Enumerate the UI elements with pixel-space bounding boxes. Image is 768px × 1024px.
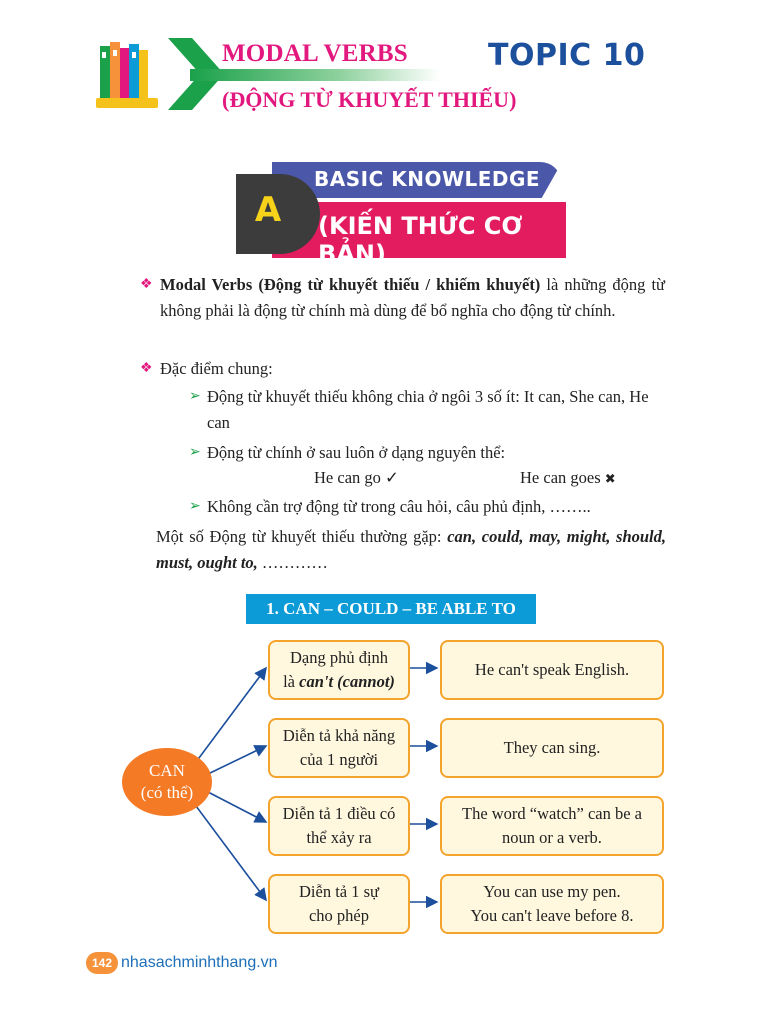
example-text-line1: They can sing. xyxy=(503,738,601,757)
branch-line-4 xyxy=(196,806,266,900)
features-heading xyxy=(140,356,665,382)
can-section-heading: 1. CAN – COULD – BE ABLE TO xyxy=(246,594,536,624)
can-meaning: (có thể) xyxy=(140,783,194,802)
usage-box-ability xyxy=(268,718,410,778)
check-icon: ✓ xyxy=(385,468,399,487)
title-english: MODAL VERBS xyxy=(222,40,408,67)
example-correct-text: He can go xyxy=(314,468,381,487)
usage-text-line2: là can't (cannot) xyxy=(283,672,395,691)
example-incorrect xyxy=(520,468,616,488)
common-modals-list: can, could, may, might, should, must, ought to, xyxy=(156,527,667,572)
cross-icon: ✖ xyxy=(604,471,616,486)
feature-3-text: Không cần trợ động từ trong câu hỏi, câu phủ định, …….. xyxy=(207,497,591,516)
definition-term: Modal Verbs (Động từ khuyết thiếu / khiếm khuyết) xyxy=(160,275,541,294)
topic-label: TOPIC 10 xyxy=(488,38,646,73)
example-incorrect-text: He can goes xyxy=(520,468,601,487)
definition-text: là những động từ không phải là động từ chính mà dùng để bổ nghĩa cho động từ chính. xyxy=(160,275,665,320)
usage-text-line2: của 1 người xyxy=(299,750,379,769)
arrow-bullet-icon: ➢ xyxy=(189,445,201,460)
usage-text-line2: cho phép xyxy=(308,906,370,925)
features-title: Đặc điểm chung: xyxy=(160,359,273,378)
feature-1-text: Động từ khuyết thiếu không chia ở ngôi 3 số ít: It can, She can, He can xyxy=(207,387,649,432)
can-center-node xyxy=(122,748,212,816)
feature-2-text: Động từ chính ở sau luôn ở dạng nguyên thể: xyxy=(207,443,506,462)
title-vietnamese: (ĐỘNG TỪ KHUYẾT THIẾU) xyxy=(222,87,517,112)
usage-text-line2: thể xảy ra xyxy=(306,828,372,847)
example-text-line2: noun or a verb. xyxy=(502,828,602,847)
diamond-bullet-icon: ❖ xyxy=(140,361,153,376)
usage-box-negative xyxy=(268,640,410,700)
usage-box-permission xyxy=(268,874,410,934)
common-modals-paragraph xyxy=(156,524,666,576)
section-letter: A xyxy=(254,190,282,230)
header-band xyxy=(190,69,440,81)
example-correct xyxy=(314,468,399,488)
usage-text-line1: Diễn tả 1 sự xyxy=(299,882,379,901)
example-box-ability xyxy=(440,718,664,778)
section-title-english: BASIC KNOWLEDGE xyxy=(314,167,541,191)
diamond-bullet-icon: ❖ xyxy=(140,277,153,292)
example-text-line2: You can't leave before 8. xyxy=(470,906,634,925)
usage-text-line1: Dạng phủ định xyxy=(289,648,389,667)
definition-paragraph xyxy=(140,272,665,324)
section-a-banner xyxy=(236,162,566,268)
feature-item-1 xyxy=(189,384,665,436)
example-text-line1: He can't speak English. xyxy=(474,660,630,679)
can-label: CAN xyxy=(149,761,185,780)
common-tail: ………… xyxy=(257,553,328,572)
example-box-negative xyxy=(440,640,664,700)
branch-line-2 xyxy=(208,746,266,774)
feature-item-2 xyxy=(189,440,665,466)
example-text-line1: The word “watch” can be a xyxy=(461,804,643,823)
usage-text-line1: Diễn tả 1 điều có xyxy=(282,804,396,823)
branch-line-1 xyxy=(196,668,266,762)
section-title-vietnamese: (KIẾN THỨC CƠ BẢN) xyxy=(318,212,523,268)
books-icon xyxy=(96,38,166,110)
feature-item-3 xyxy=(189,494,665,520)
arrow-bullet-icon: ➢ xyxy=(189,389,201,404)
branch-line-3 xyxy=(208,792,266,822)
arrow-bullet-icon: ➢ xyxy=(189,499,201,514)
example-text-line1: You can use my pen. xyxy=(483,882,621,901)
page-number: 142 xyxy=(86,952,118,974)
usage-text-line1: Diễn tả khả năng xyxy=(282,726,396,745)
website-link[interactable]: nhasachminhthang.vn xyxy=(121,954,278,971)
example-box-possibility xyxy=(440,796,664,856)
example-box-permission xyxy=(440,874,664,934)
common-intro: Một số Động từ khuyết thiếu thường gặp: xyxy=(156,527,448,546)
usage-box-possibility xyxy=(268,796,410,856)
